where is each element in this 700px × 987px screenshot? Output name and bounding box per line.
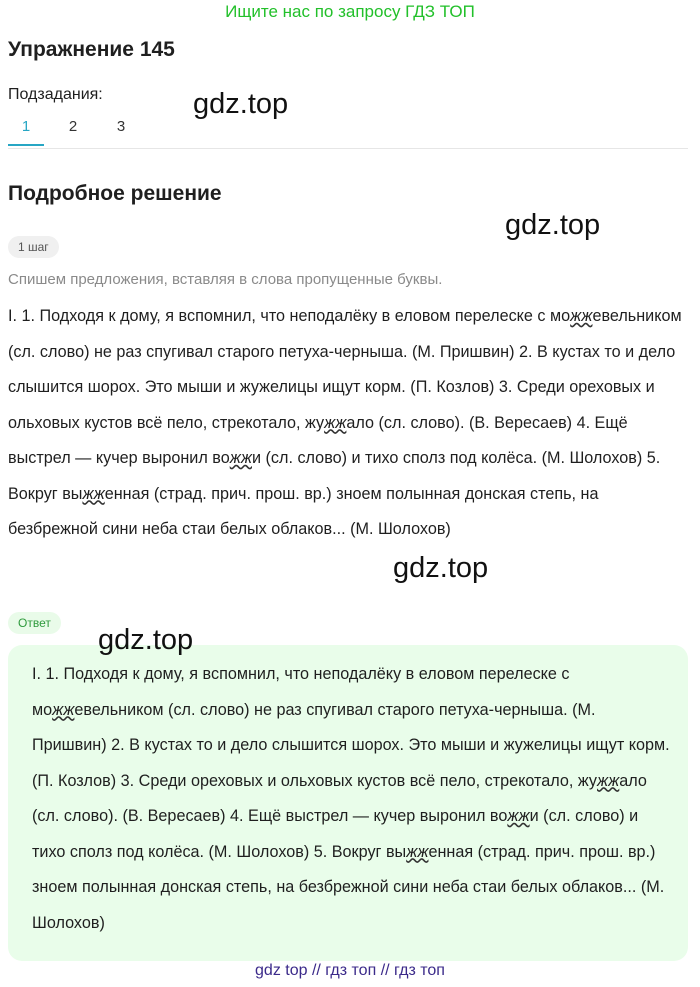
watermark: gdz.top <box>393 552 489 584</box>
section-title: Подробное решение <box>8 182 222 205</box>
inserted-letters: жж <box>570 307 593 325</box>
text-part: енная (страд. прич. прош. вр.) зноем полынная донская степь, на безбрежной сини неба стаи белых облаков... (М. Шолохов) <box>8 484 599 538</box>
inserted-letters: жж <box>324 413 347 432</box>
subtasks-label: Подзадания: <box>8 86 103 103</box>
text-part: I. 1. Подходя к дому, я вспомнил, что неподалёку в еловом перелеске с мо <box>32 665 570 719</box>
inserted-letters: жж <box>507 807 530 825</box>
answer-box <box>8 645 688 961</box>
text-part: и (сл. слово) и тихо сполз под колёса. (М. Шолохов) 5. Вокруг вы <box>32 807 639 861</box>
text-part: евельником (сл. слово) не раз спугивал старого петуха-черныша. (М. Пришвин) 2. В кустах то и дело слышится шорох. Это мыши и жужелицы ищут корм. (П. Козлов) 3. Среди ореховых и ольховых кустов всё пело, стрекотало, жу <box>8 307 682 432</box>
text-part: евельником (сл. слово) не раз спугивал старого петуха-черныша. (М. Пришвин) 2. В кустах то и дело слышится шорох. Это мыши и жужелицы ищут корм. (П. Козлов) 3. Среди ореховых и ольховых кустов всё пело, стрекотало, жу <box>32 700 670 790</box>
text-part: ало (сл. слово). (В. Вересаев) 4. Ещё выстрел — кучер выронил во <box>32 771 647 825</box>
tab-subtask-3[interactable]: 3 <box>116 118 126 135</box>
page-title: Упражнение 145 <box>8 38 175 61</box>
solution-intro: Спишем предложения, вставляя в слова пропущенные буквы. <box>8 271 443 288</box>
text-part: и (сл. слово) и тихо сполз под колёса. (М. Шолохов) 5. Вокруг вы <box>8 449 661 503</box>
watermark: gdz.top <box>505 209 601 241</box>
text-part: I. 1. Подходя к дому, я вспомнил, что неподалёку в еловом перелеске с мо <box>8 307 571 325</box>
watermark: gdz.top <box>98 624 194 656</box>
text-part: енная (страд. прич. прош. вр.) зноем полынная донская степь, на безбрежной сини неба стаи белых облаков... (М. Шолохов) <box>32 842 665 932</box>
inserted-letters: жж <box>597 771 620 790</box>
subtask-tabs <box>8 114 688 149</box>
top-banner: Ищите нас по запросу ГДЗ ТОП <box>225 2 475 21</box>
text-part: ало (сл. слово). (В. Вересаев) 4. Ещё выстрел — кучер выронил во <box>8 413 628 467</box>
solution-text <box>8 299 692 548</box>
inserted-letters: жж <box>52 700 75 719</box>
inserted-letters: жж <box>406 842 429 861</box>
step-badge: 1 шаг <box>8 236 59 258</box>
answer-badge: Ответ <box>8 612 61 634</box>
inserted-letters: жж <box>229 449 252 467</box>
tab-subtask-2[interactable]: 2 <box>68 118 78 135</box>
inserted-letters: жж <box>82 484 105 503</box>
answer-text <box>32 657 672 941</box>
tab-subtask-1[interactable]: 1 <box>8 118 44 146</box>
footer-watermark: gdz top // гдз топ // гдз топ <box>255 962 445 979</box>
watermark: gdz.top <box>193 88 289 120</box>
